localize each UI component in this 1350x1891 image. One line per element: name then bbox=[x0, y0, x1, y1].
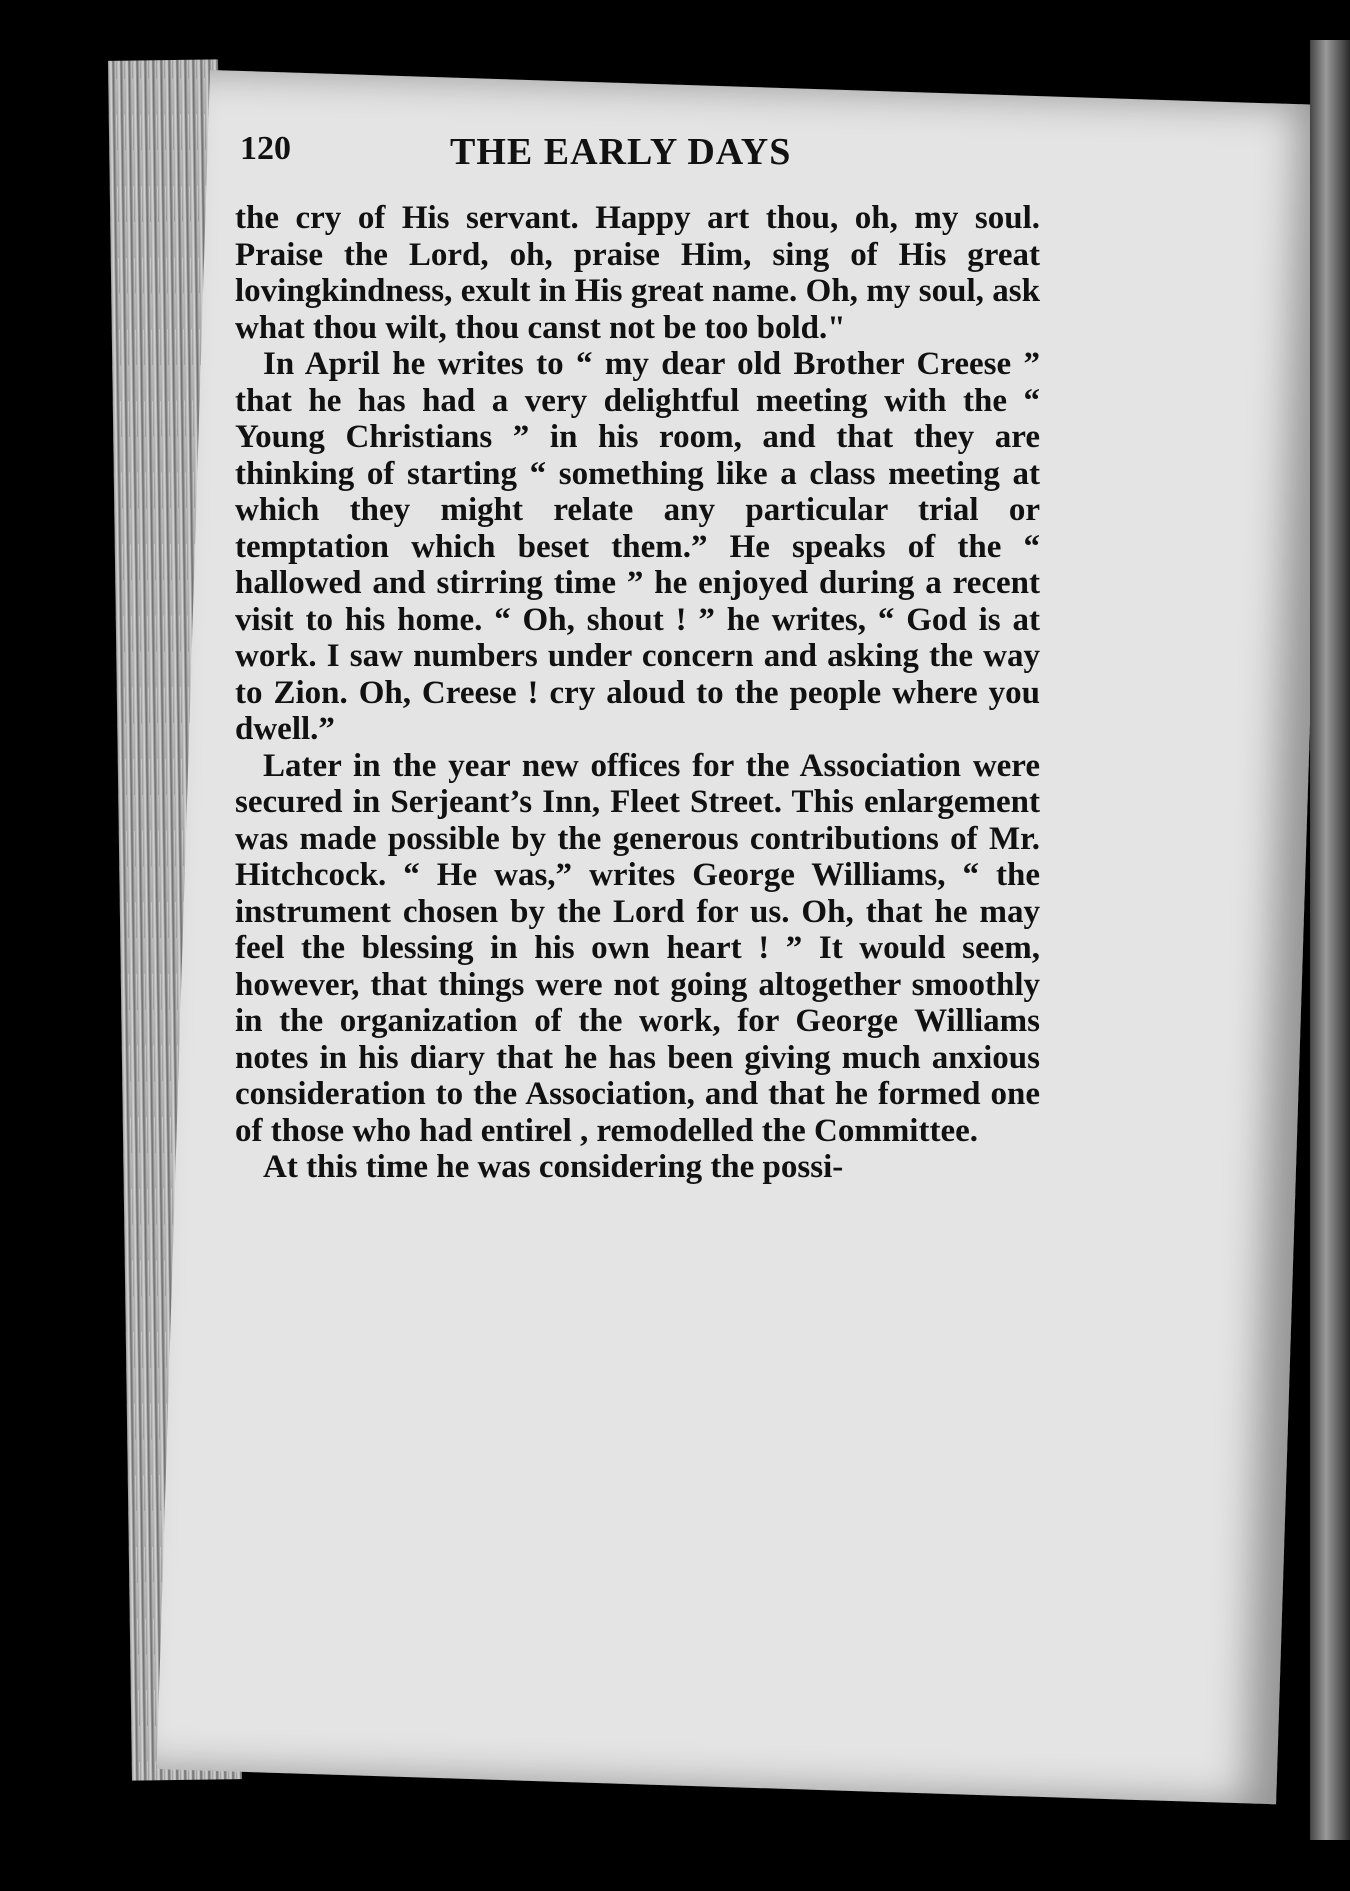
paragraph-april-letter: In April he writes to “ my dear old Brother Creese ” that he has had a very delightful meeting with the “ Young Christians ” in his room, and that they are thinking of starting “ something like a class meeting at which they might relate any particular trial or temptation which beset them.” He speaks of the “ hallowed and stirring time ” he enjoyed during a recent visit to his home. “ Oh, shout ! ” he writes, “ God is at work. I saw numbers under concern and asking the way to Zion. Oh, Creese ! cry aloud to the people where you dwell.” bbox=[235, 346, 1040, 747]
paragraph-new-offices: Later in the year new offices for the Association were secured in Serjeant’s Inn, Fleet Street. This enlargement was made possible by the generous contributions of Mr. Hitchcock. “ He was,” writes George Williams, “ the instrument chosen by the Lord for us. Oh, that he may feel the blessing in his own heart ! ” It would seem, however, that things were not going altogether smoothly in the organization of the work, for George Williams notes in his diary that he has been giving much anxious consideration to the Association, and that he formed one of those who had entirel , remodelled the Committee. bbox=[235, 747, 1040, 1149]
running-head: THE EARLY DAYS bbox=[450, 131, 792, 173]
page-header bbox=[240, 130, 1040, 190]
paragraph-continuation: the cry of His servant. Happy art thou, oh, my soul. Praise the Lord, oh, praise Him, sing of His great lovingkindness, exult in His great name. Oh, my soul, ask what thou wilt, thou canst not be too bold." bbox=[235, 200, 1040, 346]
body-text bbox=[235, 200, 1040, 1186]
paragraph-considering: At this time he was considering the possi- bbox=[263, 1149, 844, 1185]
right-page-edge bbox=[1310, 40, 1350, 1840]
page-number: 120 bbox=[240, 130, 291, 167]
